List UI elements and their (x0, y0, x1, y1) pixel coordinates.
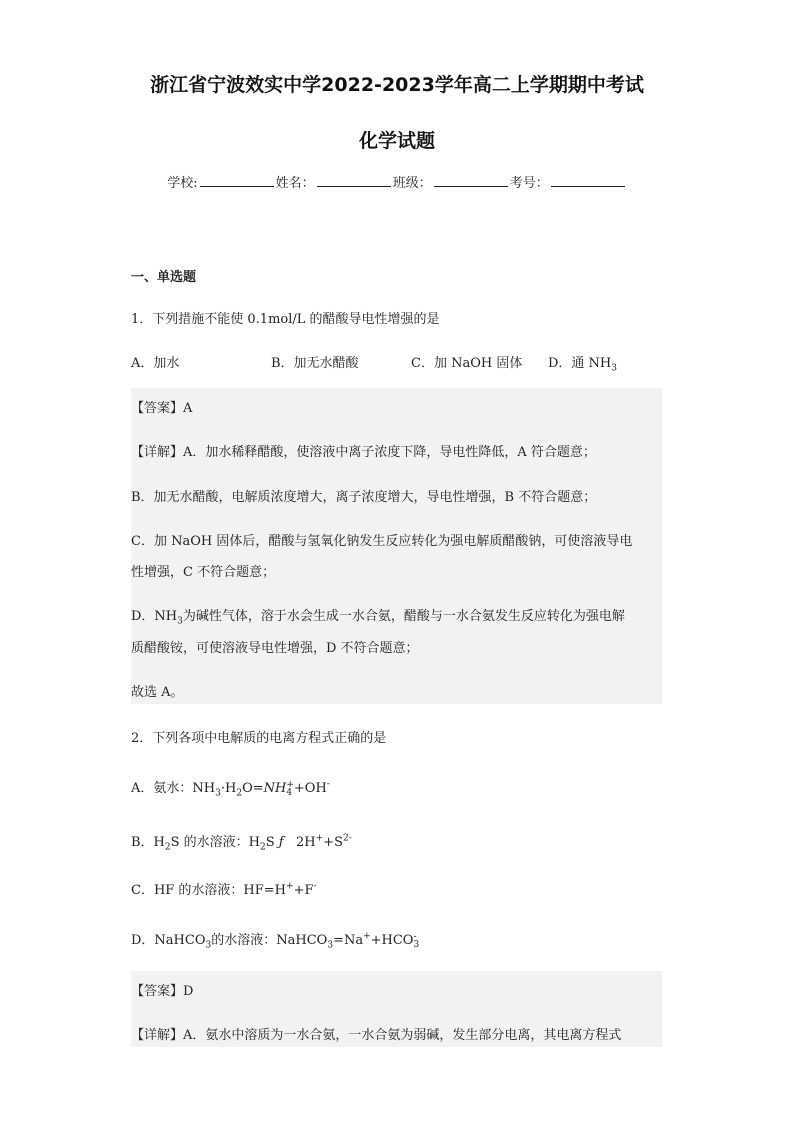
section-heading: 一、单选题 (131, 270, 197, 285)
question-2-option-d: D．NaHCO$_3$的水溶液：NaHCO$_3$=Na++HCO - 3 (131, 931, 420, 951)
question-1-conclusion: 故选 A。 (131, 685, 184, 700)
question-1-option-a: A．加水 (131, 356, 180, 371)
name-blank[interactable] (317, 174, 391, 187)
class-label: 班级： (392, 176, 432, 191)
question-1-option-b: B．加无水醋酸 (271, 356, 359, 371)
question-1-detail-d-cont: 质醋酸铵，可使溶液导电性增强，D 不符合题意； (131, 641, 419, 656)
number-label: 考号： (509, 176, 549, 191)
question-1-detail-a: 【详解】A．加水稀释醋酸，使溶液中离子浓度下降，导电性降低，A 符合题意； (131, 445, 596, 460)
question-1-option-c: C．加 NaOH 固体 (411, 356, 523, 371)
question-1-detail-c-cont: 性增强，C 不符合题意； (131, 565, 276, 580)
class-blank[interactable] (434, 174, 508, 187)
page-title: 浙江省宁波效实中学2022-2023学年高二上学期期中考试 (150, 74, 644, 96)
question-2-answer: 【答案】D (131, 984, 194, 999)
question-1-option-d: D．通 $NH_3$ (548, 356, 618, 374)
question-2-option-c: C．HF 的水溶液：HF=H++F- (131, 881, 317, 898)
question-1-stem: 1．下列措施不能使 0.1mol/L 的醋酸导电性增强的是 (131, 312, 440, 327)
school-blank[interactable] (200, 174, 274, 187)
number-blank[interactable] (551, 174, 625, 187)
name-label: 姓名： (275, 176, 315, 191)
page-subtitle: 化学试题 (358, 130, 435, 152)
question-2-option-b: B．$H_2S$ 的水溶液：$H_2S$ ƒ $2H^++S^{2-}$ (131, 833, 352, 853)
student-info-fields (0, 172, 794, 191)
question-1-detail-c: C．加 NaOH 固体后，醋酸与氢氧化钠发生反应转化为强电解质醋酸钠，可使溶液导电 (131, 534, 633, 549)
question-1-detail-b: B．加无水醋酸，电解质浓度增大，离子浓度增大，导电性增强，B 不符合题意； (131, 490, 597, 505)
question-1-detail-d: D．$NH_3$为碱性气体，溶于水会生成一水合氨，醋酸与一水合氨发生反应转化为强电解 (131, 609, 625, 627)
question-2-option-a: A．氨水：$NH_3\cdot H_2O=NH$ + 4 +OH- (131, 779, 330, 799)
question-2-stem: 2．下列各项中电解质的电离方程式正确的是 (131, 731, 387, 746)
question-2-detail-a: 【详解】A．氨水中溶质为一水合氨，一水合氨为弱碱，发生部分电离，其电离方程式 (131, 1028, 622, 1043)
question-1-answer: 【答案】A (131, 401, 193, 416)
school-label: 学校: (167, 176, 198, 191)
